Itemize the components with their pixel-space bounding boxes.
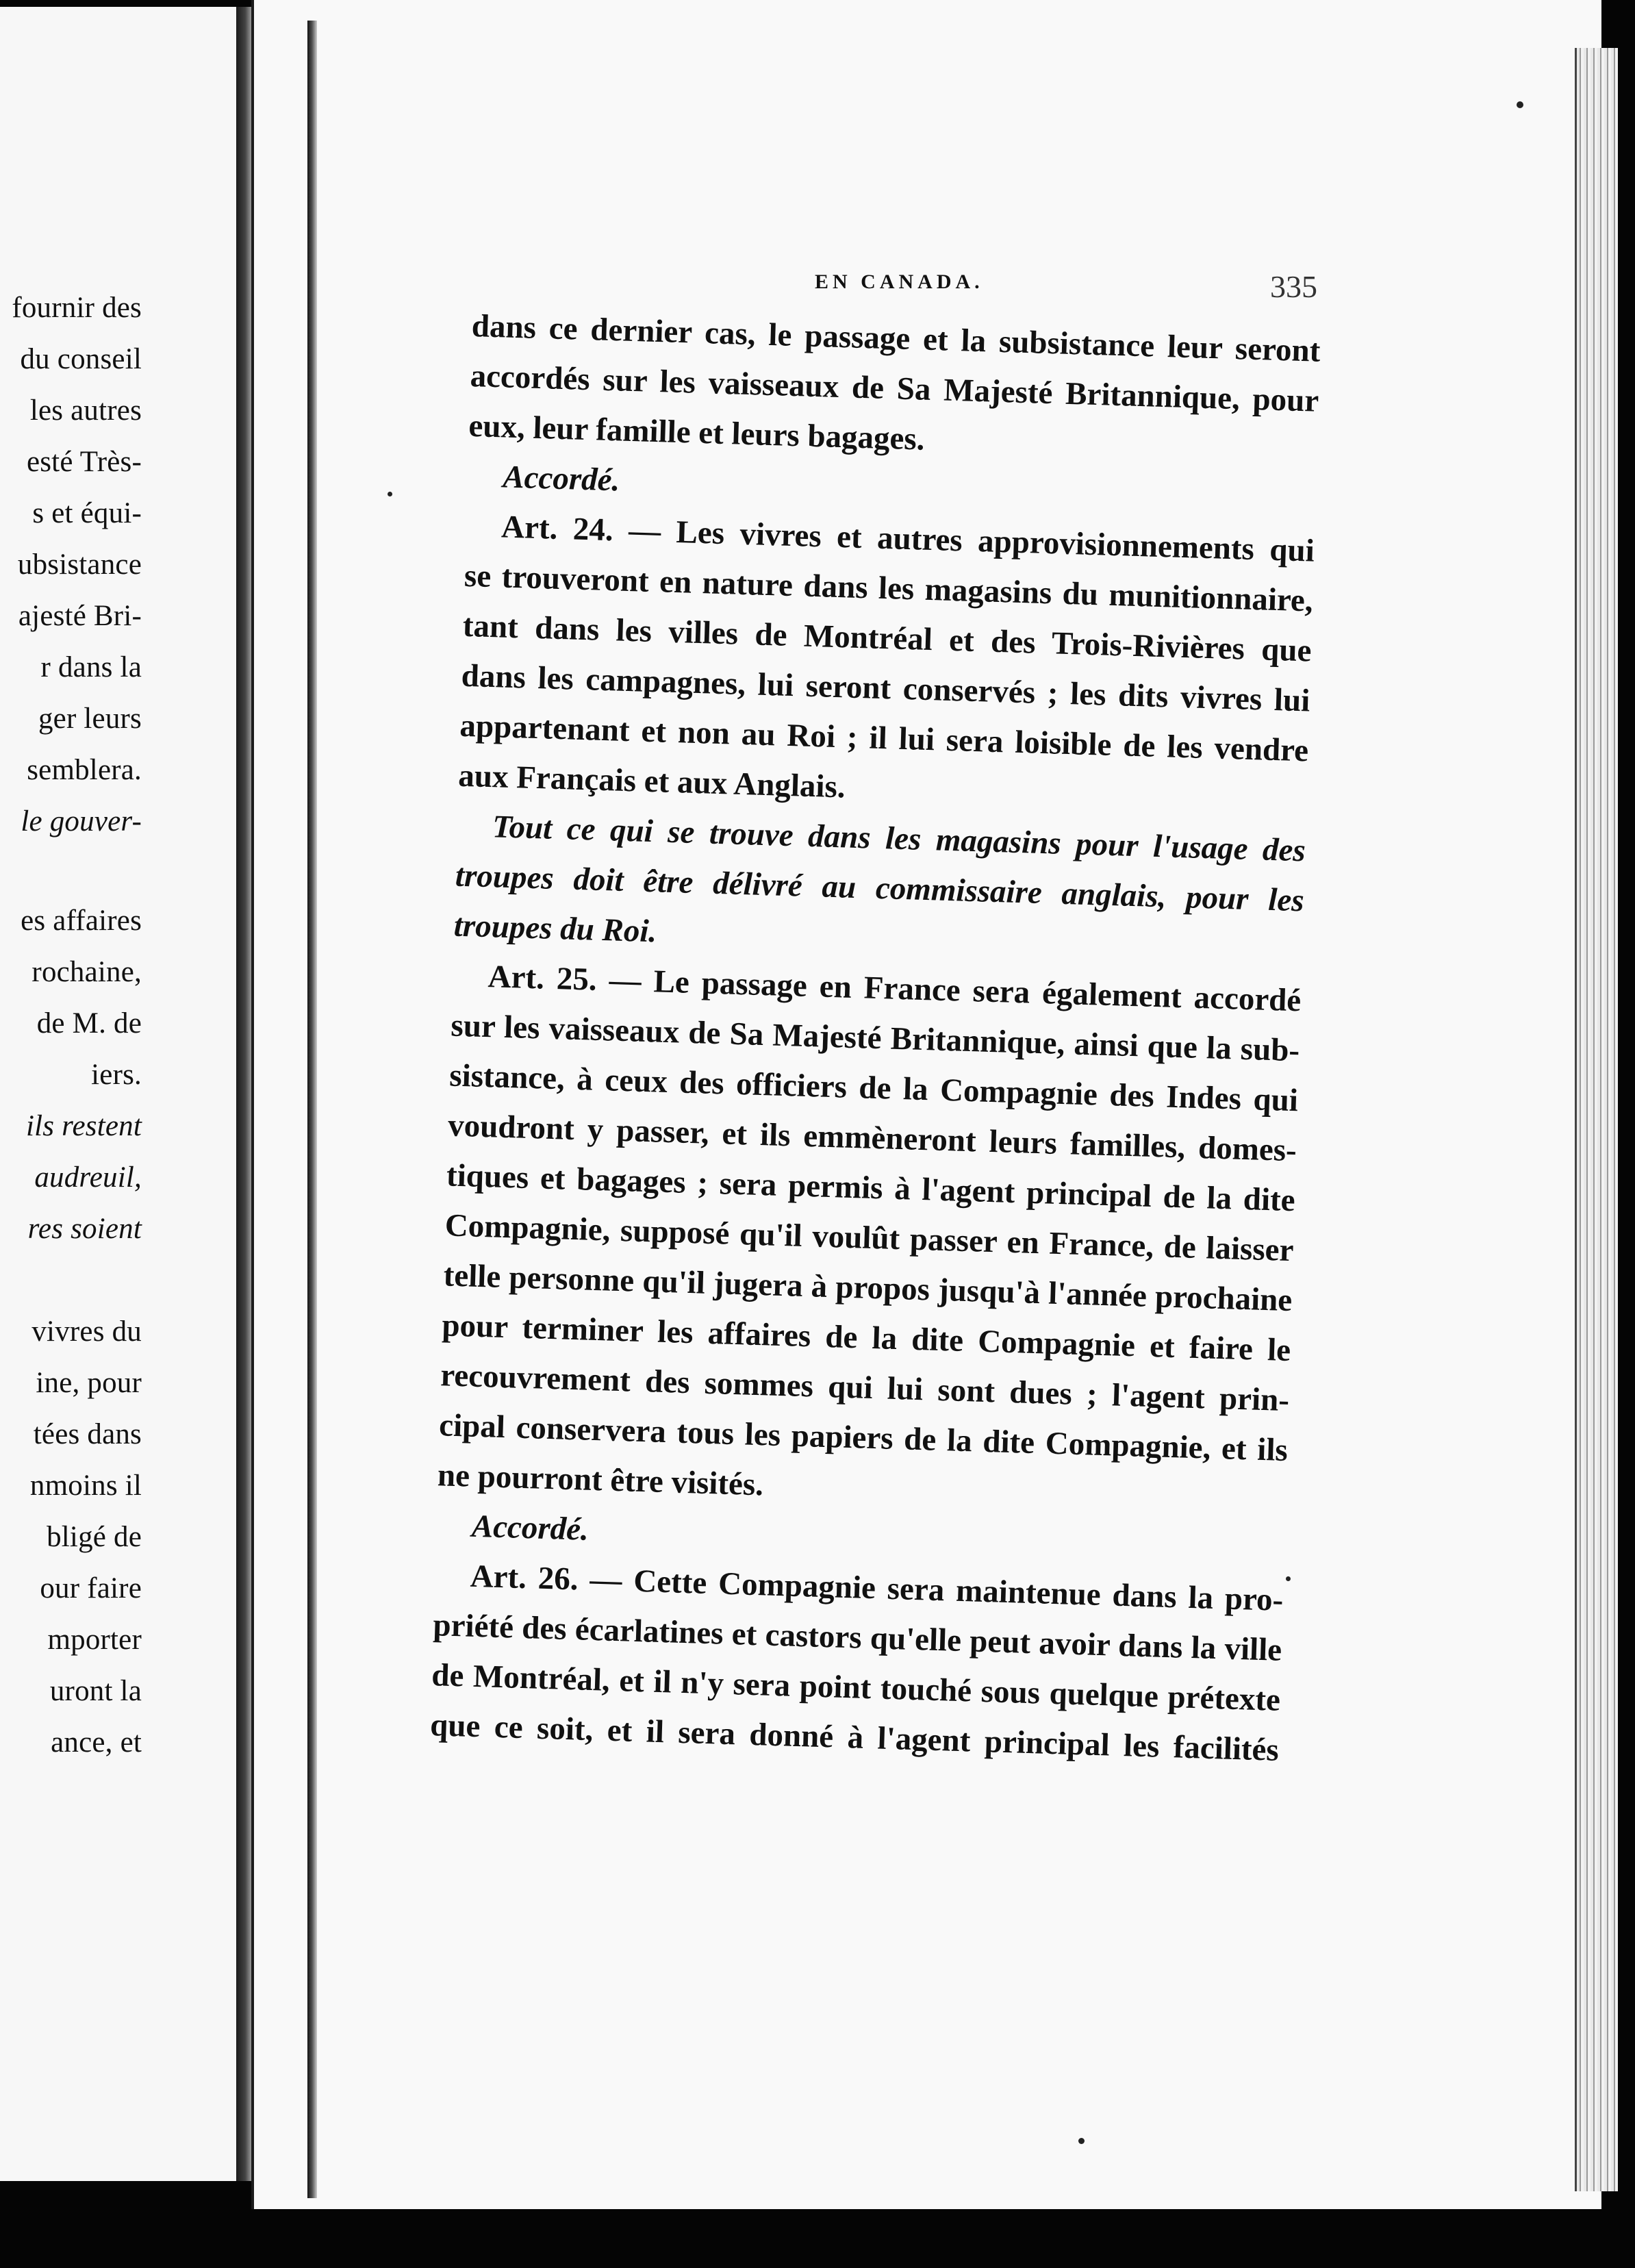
verdict-line: Accordé.	[471, 1508, 590, 1548]
text-line: que ce soit, et il sera donné à l'agent principal les facilités	[429, 1707, 1280, 1768]
left-page-line: mporter	[47, 1624, 142, 1656]
text-line: eux, leur famille et leurs bagages.	[468, 407, 926, 457]
verdict-line: troupes doit être délivré au commissaire anglais, pour les	[455, 857, 1305, 919]
text-line: pour terminer les affaires de la dite Compagnie et faire le	[441, 1307, 1291, 1369]
text-line: dans les campagnes, lui seront conservés ; les dits vivres lui	[461, 657, 1310, 719]
text-line: aux Français et aux Anglais.	[457, 757, 846, 805]
left-page-line: esté Très-	[26, 446, 142, 478]
article-heading-line: Art. 25. — Le passage en France sera également accordé	[487, 959, 1302, 1019]
text-line: de Montréal, et il n'y sera point touché sous quelque prétexte	[431, 1657, 1281, 1718]
running-header: EN CANADA.	[815, 270, 984, 293]
left-page-line: audreuil,	[34, 1161, 142, 1194]
left-page-line: vivres du	[31, 1315, 142, 1348]
text-line: appartenant et non au Roi ; il lui sera loisible de les vendre	[459, 707, 1309, 769]
left-page-line: res soient	[27, 1213, 142, 1245]
left-page-line: ine, pour	[36, 1367, 142, 1399]
left-page-line: nmoins il	[29, 1470, 142, 1502]
left-page-line: bligé de	[47, 1521, 142, 1553]
previous-page-fragment	[0, 7, 236, 2181]
left-page-line: fournir des	[12, 292, 142, 324]
left-page-line: es affaires	[21, 905, 142, 937]
left-page-line: ubsistance	[17, 549, 142, 581]
page-edges	[1575, 48, 1618, 2191]
left-page-line: les autres	[29, 394, 142, 427]
left-page-line: s et équi-	[32, 497, 142, 529]
page-number: 335	[1270, 269, 1317, 304]
text-line: cipal conservera tous les papiers de la dite Compagnie, et ils	[438, 1407, 1289, 1469]
left-page-line: ance, et	[51, 1726, 142, 1759]
page-body	[429, 301, 1321, 1776]
left-page-line: uront la	[49, 1675, 142, 1707]
scan-speck	[1078, 2138, 1085, 2144]
scan-speck	[1517, 101, 1523, 108]
left-page-line: semblera.	[27, 754, 142, 786]
text-line: Compagnie, supposé qu'il voulût passer en France, de laisser	[444, 1207, 1295, 1269]
text-line: recouvrement des sommes qui lui sont dues ; l'agent prin-	[440, 1357, 1290, 1419]
text-line: tiques et bagages ; sera permis à l'agent principal de la dite	[446, 1157, 1296, 1219]
verdict-line: Accordé.	[502, 459, 621, 499]
book-gutter	[236, 7, 251, 2181]
left-page-line: ils restent	[25, 1110, 142, 1142]
page-fold-shadow	[307, 21, 317, 2198]
text-line: accordés sur les vaisseaux de Sa Majesté Britannique, pour	[469, 357, 1319, 419]
text-line: sur les vaisseaux de Sa Majesté Britannique, ainsi que la sub-	[450, 1007, 1300, 1069]
verdict-line: Tout ce qui se trouve dans les magasins pour l'usage des	[492, 809, 1306, 869]
text-line: priété des écarlatines et castors qu'elle peut avoir dans la ville	[432, 1607, 1282, 1668]
text-line: dans ce dernier cas, le passage et la subsistance leur seront	[471, 307, 1321, 369]
scan-speck	[1286, 1576, 1291, 1581]
text-line: telle personne qu'il jugera à propos jusqu'à l'année prochaine	[443, 1257, 1293, 1319]
left-page-line: de M. de	[36, 1007, 142, 1040]
text-line: se trouveront en nature dans les magasins du munitionnaire,	[464, 557, 1314, 619]
left-page-line: tées dans	[33, 1418, 142, 1450]
left-page-line: iers.	[91, 1059, 142, 1091]
text-line: voudront y passer, et ils emmèneront leurs familles, domes-	[447, 1107, 1297, 1169]
text-line: tant dans les villes de Montréal et des Trois-Rivières que	[462, 607, 1313, 669]
left-page-line: rochaine,	[31, 956, 142, 988]
verdict-line: troupes du Roi.	[453, 907, 658, 950]
left-page-line: our faire	[40, 1572, 142, 1604]
article-heading-line: Art. 24. — Les vivres et autres approvisionnements qui	[500, 509, 1315, 569]
article-heading-line: Art. 26. — Cette Compagnie sera maintenue dans la pro-	[469, 1558, 1284, 1618]
left-page-line: ger leurs	[38, 703, 142, 735]
scan-speck	[388, 492, 392, 496]
left-page-line: ajesté Bri-	[18, 600, 142, 632]
left-page-line: du conseil	[20, 343, 142, 375]
left-page-line: le gouver-	[21, 805, 142, 837]
left-page-line: r dans la	[40, 651, 142, 683]
text-line: ne pourront être visités.	[437, 1457, 764, 1503]
text-line: sistance, à ceux des officiers de la Compagnie des Indes qui	[448, 1057, 1299, 1119]
